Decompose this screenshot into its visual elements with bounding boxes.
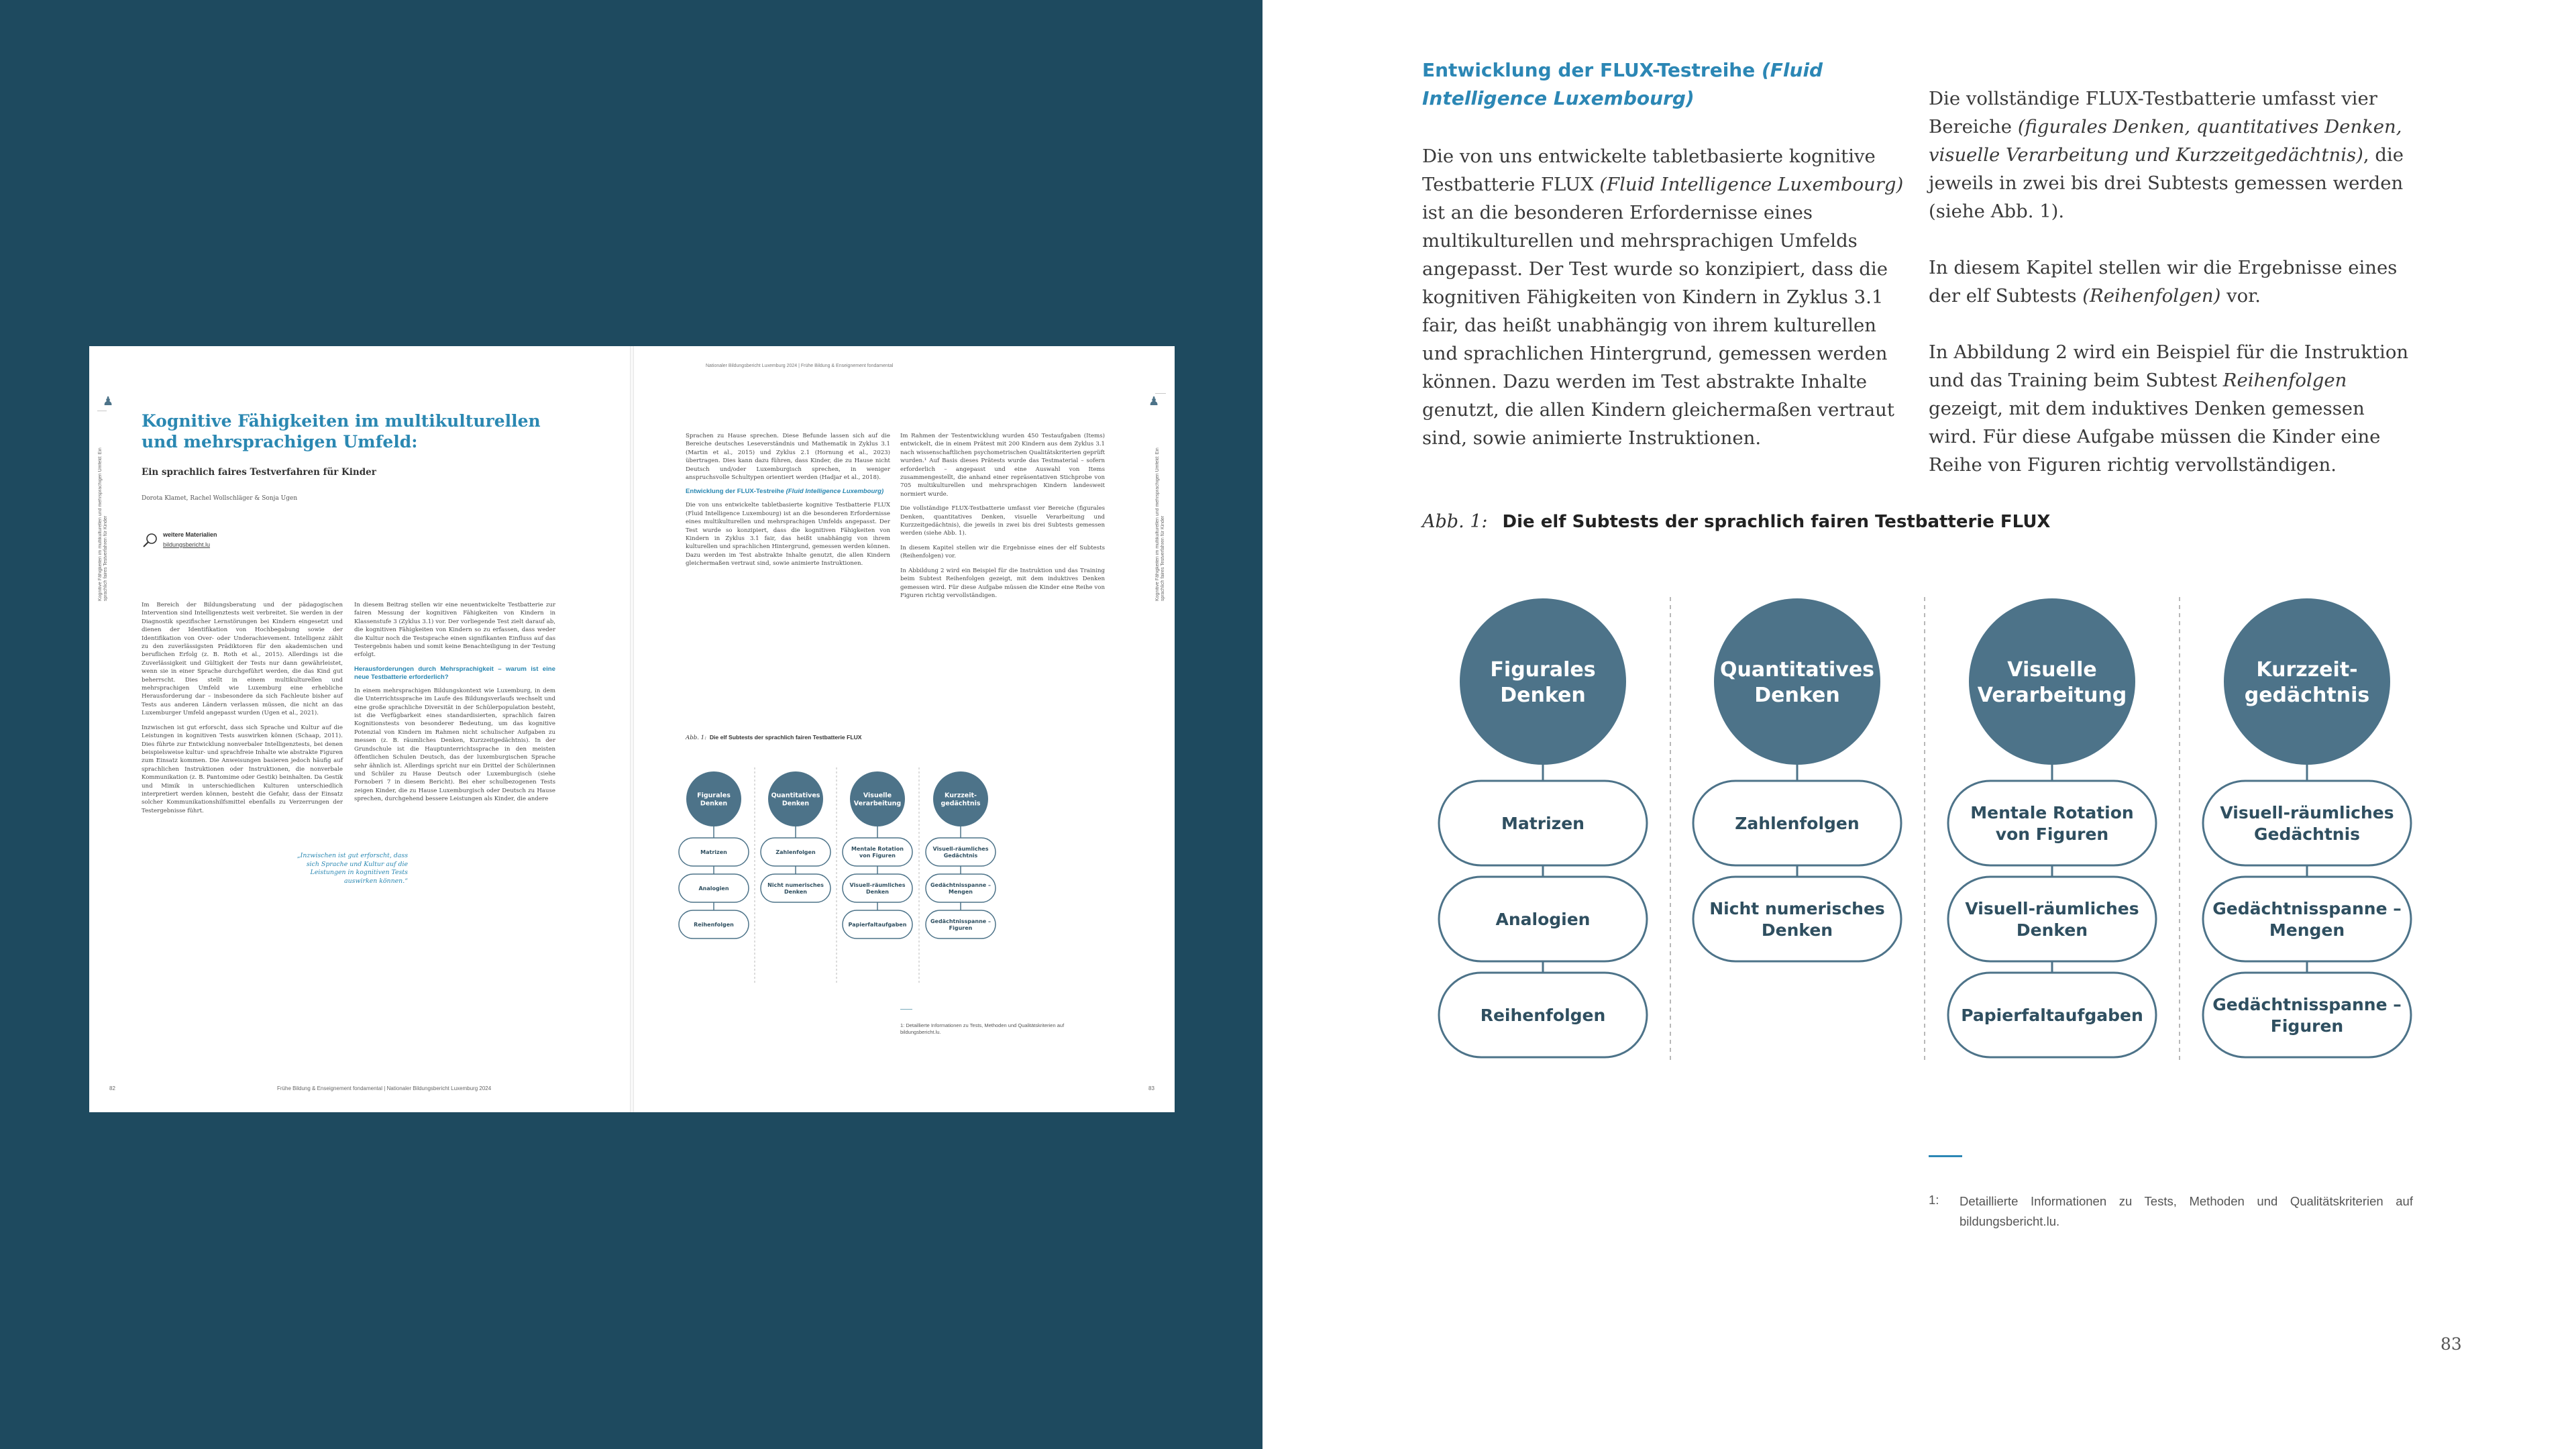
thumb-paragraph: Die vollständige FLUX-Testbatterie umfasst vier Bereiche (figurales Denken, quantitatives Denken, visuelle Verarbeitung und Kurzzeitgedächtnis), die jeweils in zwei bis drei Subtests gemessen werden (siehe Abb. 1). — [900, 505, 1105, 537]
domain-label-kurzzeit-gedächtnis: Kurzzeit-gedächtnis — [941, 792, 981, 808]
thumb-paragraph: Im Rahmen der Testentwicklung wurden 450 Testaufgaben (Items) entwickelt, die in einem Prätest mit 200 Kindern aus dem Zyklus 3.1 nach wissenschaftlichen psychometrischen Qualitätskriterien geprüft wurden.¹ Auf Basis dieses Prätests wurde das Testmaterial – sofern erforderlich – angepasst und eine Auswahl von Items zusammengestellt, die anhand einer repräsentativen Stichprobe von 705 multikulturellen und mehrsprachigen Kindern landesweit normiert wurde. — [900, 433, 1105, 498]
subtest-label-nicht-numerisches-denken: Nicht numerisches Denken — [767, 881, 824, 895]
subtest-label-papierfaltaufgaben: Papierfaltaufgaben — [1961, 1006, 2143, 1025]
thumb-title: Kognitive Fähigkeiten im multikulturellen und mehrsprachigen Umfeld: — [142, 411, 541, 451]
paragraph: Die von uns entwickelte tabletbasierte kognitive Testbatterie FLUX (Fluid Intelligence Luxembourg) ist an die besonderen Erfordernisse eines multikulturellen und mehrsprachigen Umfelds angepasst. Der Test wurde so konzipiert, dass die kognitiven Fähigkeiten von Kindern in Zyklus 3.1 fair, das heißt unabhängig von ihrem kulturellen und sprachlichen Hintergrund, gemessen werden können. Dazu werden im Test abstrakte Inhalte genutzt, die allen Kindern gleichermaßen vertraut sind, sowie animierte Instruktionen. — [1422, 146, 1904, 449]
thumb-footer: Frühe Bildung & Enseignement fondamental | Nationaler Bildungsbericht Luxemburg 2024 — [277, 1085, 492, 1091]
paragraph: In diesem Kapitel stellen wir die Ergebnisse eines der elf Subtests (Reihenfolgen) vor. — [1929, 257, 2398, 307]
domain-label-quantitatives-denken: Quantitatives Denken — [771, 792, 820, 808]
subtest-label-visuell-räumliches-denken: Visuell-räumliches Denken — [849, 881, 906, 895]
right-page — [1263, 0, 2576, 1449]
text-column-2 — [1929, 85, 2413, 507]
thumb-page-number: 83 — [1148, 1085, 1155, 1091]
left-panel — [0, 0, 1263, 1449]
domain-label-visuelle-verarbeitung: Visuelle Verarbeitung — [853, 792, 902, 808]
thumb-right-page — [632, 346, 1175, 1112]
subtest-label-mentale-rotation-von-figuren: Mentale Rotation von Figuren — [851, 845, 904, 859]
thumb-header: Nationaler Bildungsbericht Luxemburg 2024 | Frühe Bildung & Enseignement fondamental — [706, 364, 894, 368]
thumb-figure-caption: Abb. 1: Die elf Subtests der sprachlich fairen Testbatterie FLUX — [686, 734, 862, 741]
thumb-pull-quote: „Inzwischen ist gut erforscht, dass sich Sprache und Kultur auf die Leistungen in kognitiven Tests auswirken können.“ — [297, 852, 408, 885]
subtest-label-papierfaltaufgaben: Papierfaltaufgaben — [848, 921, 907, 928]
runner-icon: ♟ — [1148, 394, 1160, 409]
thumb-paragraph: In Abbildung 2 wird ein Beispiel für die Instruktion und das Training beim Subtest Reihenfolgen gezeigt, mit dem induktives Denken gemessen wird. Für diese Aufgabe müssen die Kinder eine Reihe von Figuren richtig vervollständigen. — [900, 567, 1105, 599]
flux-subtests-diagram — [1263, 590, 2576, 1073]
subtest-label-gedächtnisspanne-figuren: Gedächtnisspanne – Figuren — [2212, 995, 2402, 1036]
thumb-paragraph: In diesem Kapitel stellen wir die Ergebnisse eines der elf Subtests (Reihenfolgen) vor. — [900, 544, 1105, 560]
subtest-box-gedächtnisspanne-mengen — [2203, 877, 2411, 961]
subtest-box-visuell-räumliches-denken — [1948, 877, 2156, 961]
figure-caption — [1422, 511, 2050, 532]
thumb-col-3 — [686, 432, 890, 574]
thumb-side-text: Kognitive Fähigkeiten im multikulturellen und mehrsprachigen Umfeld: Ein sprachlich faires Testverfahren für Kinder — [98, 447, 108, 601]
figure-label: Abb. 1: — [1422, 511, 1488, 532]
domain-label-figurales-denken: Figurales Denken — [697, 792, 731, 808]
thumb-subtitle: Ein sprachlich faires Testverfahren für Kinder — [142, 467, 376, 478]
magnifier-icon — [142, 531, 159, 549]
thumb-paragraph: In einem mehrsprachigen Bildungskontext wie Luxemburg, in dem die Unterrichtssprache im Laufe des Bildungsverlaufs wechselt und eine große sprachliche Diversität in der Schülerpopulation besteht, ist die Verfügbarkeit eines standardisierten, sprachlich fairen Kognitionstests von besonderer Bedeutung, um das kognitive Potenzial von Kindern im Rahmen nicht schulischer Aufgaben zu messen (z. B. räumliches Denken, Kurzzeitgedächtnis). In der Grundschule ist die Hauptunterrichtssprache in den meisten öffentlichen Schulen Deutsch, das der luxemburgischen Sprache sehr ähnlich ist. Allerdings spricht nur ein Drittel der Schülerinnen und Schüler zu Hause Deutsch oder Luxemburgisch (siehe Fornoberi 7 in diesem Bericht). Bei eher schulbezogenen Tests zeigen Kinder, die zu Hause Luxemburgisch oder Deutsch zu Hause sprechen, durchgehend bessere Leistungen als Kinder, die andere — [354, 687, 555, 803]
subtest-label-zahlenfolgen: Zahlenfolgen — [1735, 814, 1860, 833]
thumb-paragraph: Die von uns entwickelte tabletbasierte kognitive Testbatterie FLUX (Fluid Intelligence Luxembourg) ist an die besonderen Erfordernisse eines multikulturellen und mehrsprachigen Umfelds angepasst. Der Test wurde so konzipiert, dass die kognitiven Fähigkeiten von Kindern in Zyklus 3.1 fair, das heißt unabhängig von ihrem kulturellen und sprachlichen Hintergrund, gemessen werden können. Dazu werden im Test abstrakte Inhalte genutzt, die allen Kindern gleichermaßen vertraut sind, sowie animierte Instruktionen. — [686, 502, 890, 568]
subtest-label-visuell-räumliches-gedächtnis: Visuell-räumliches Gedächtnis — [932, 845, 989, 859]
domain-node-figurales-denken — [1460, 598, 1626, 765]
thumb-side-text: Kognitive Fähigkeiten im multikulturellen und mehrsprachigen Umfeld: Ein sprachlich faires Testverfahren für Kinder — [1155, 447, 1165, 601]
subtest-label-mentale-rotation-von-figuren: Mentale Rotation von Figuren — [1970, 803, 2134, 844]
subtest-label-analogien: Analogien — [698, 885, 729, 892]
figure-title: Die elf Subtests der sprachlich fairen Testbatterie FLUX — [1502, 512, 2051, 532]
paragraph: Die vollständige FLUX-Testbatterie umfasst vier Bereiche (figurales Denken, quantitatives Denken, visuelle Verarbeitung und Kurzzeitgedächtnis), die jeweils in zwei bis drei Subtests gemessen werden (siehe Abb. 1). — [1929, 88, 2404, 222]
text-column-1 — [1422, 142, 1907, 480]
subtest-box-nicht-numerisches-denken — [1693, 877, 1901, 961]
subtest-label-visuell-räumliches-gedächtnis: Visuell-räumliches Gedächtnis — [2220, 803, 2394, 844]
thumb-col-1 — [142, 601, 343, 821]
thumb-subheading: Entwicklung der FLUX-Testreihe (Fluid Intelligence Luxembourg) — [686, 488, 884, 496]
footnote-rule — [1929, 1155, 1962, 1157]
thumb-tick — [1155, 393, 1166, 394]
subtest-label-nicht-numerisches-denken: Nicht numerisches Denken — [1709, 899, 1885, 940]
thumb-subheading: Herausforderungen durch Mehrsprachigkeit – warum ist eine neue Testbatterie erforderlich? — [354, 665, 555, 681]
page-number: 83 — [2440, 1334, 2462, 1354]
subtest-box-gedächtnisspanne-figuren — [2203, 973, 2411, 1057]
subtest-label-gedächtnisspanne-mengen: Gedächtnisspanne – Mengen — [930, 881, 991, 895]
runner-icon: ♟ — [103, 394, 114, 409]
subtest-label-analogien: Analogien — [1495, 910, 1591, 929]
section-title-italic: (Fluid Intelligence Luxembourg) — [1422, 59, 1823, 109]
thumb-figure-diagram — [632, 762, 1175, 990]
thumb-col-2 — [354, 601, 555, 810]
footnote-number: 1: — [1929, 1193, 1939, 1207]
domain-label-quantitatives-denken: Quantitatives Denken — [1719, 657, 1875, 707]
domain-label-visuelle-verarbeitung: Visuelle Verarbeitung — [1977, 657, 2127, 707]
thumb-authors: Dorota Klamet, Rachel Wollschläger & Sonja Ugen — [142, 495, 298, 502]
thumb-paragraph: In diesem Beitrag stellen wir eine neuentwickelte Testbatterie zur fairen Messung der kognitiven Fähigkeiten von Kindern in Klassenstufe 3 (Zyklus 3.1) vor. Der vorliegende Test zielt darauf ab, die kognitiven Fähigkeiten von Kindern so zu erfassen, dass weder die Kultur noch die Testsprache einen signifikanten Einfluss auf das Testergebnis haben und somit keine Benachteiligung in der Testung erfolgt. — [354, 602, 555, 659]
section-title-text: Entwicklung der FLUX-Testreihe — [1422, 59, 1762, 81]
paragraph: In Abbildung 2 wird ein Beispiel für die Instruktion und das Training beim Subtest Reihenfolgen gezeigt, mit dem induktives Denken gemessen wird. Für diese Aufgabe müssen die Kinder eine Reihe von Figuren richtig vervollständigen. — [1929, 341, 2409, 476]
subtest-box-mentale-rotation-von-figuren — [1948, 781, 2156, 865]
thumb-paragraph: Im Bereich der Bildungsberatung und der pädagogischen Intervention sind Intelligenztests weit verbreitet. Sie werden in der Diagnostik spezifischer Lernstörungen bei Kindern eingesetzt und dienen der Identifikation von Hochbegabung sowie der Identifikation von Over- oder Underachievement. Intelligenz zählt zu den zuverlässigsten Prädiktoren für den akademischen und beruflichen Erfolg (z. B. Roth et al., 2015). Allerdings ist die Zuverlässigkeit und Gültigkeit der Tests nur dann gewährleistet, wenn sie in einer Sprache durchgeführt werden, die das Kind gut beherrscht. Dies stellt in einem multikulturellen und mehrsprachigen Umfeld wie Luxemburg eine erhebliche Herausforderung dar – insbesondere da sich Fachleute bisher auf Tests aus anderen Ländern verlassen müssen, die nicht an das Luxemburger Umfeld angepasst wurden (Ugen et al., 2021). — [142, 602, 343, 717]
subtest-box-visuell-räumliches-gedächtnis — [2203, 781, 2411, 865]
subtest-label-matrizen: Matrizen — [1501, 814, 1585, 833]
thumb-paragraph: Inzwischen ist gut erforscht, dass sich Sprache und Kultur auf die Leistungen in kognitiven Tests auswirken können (Schaap, 2011). Dies führte zur Entwicklung nonverbaler Intelligenztests, bei denen beispielsweise kultur- und sprachfreie Inhalte wie abstrakte Figuren zum Einsatz kommen. Die Anweisungen basieren jedoch häufig auf sprachlichen Instruktionen oder Instruktionen, die nonverbale Kommunikation (z. B. Pantomime oder Gestik) beinhalten. Da Gestik und Mimik in unterschiedlichen Kulturen unterschiedlich interpretiert werden können, besteht die Gefahr, dass der Einsatz solcher Kommunikationshilfsmittel ebenfalls zu Verzerrungen der Testergebnisse führt. — [142, 724, 343, 814]
domain-label-kurzzeit-gedächtnis: Kurzzeit-gedächtnis — [2244, 657, 2370, 707]
thumb-more-label: weitere Materialien — [163, 531, 217, 538]
subtest-label-reihenfolgen: Reihenfolgen — [694, 921, 734, 928]
thumb-more-link[interactable]: bildungsbericht.lu — [163, 541, 211, 548]
thumb-page-number: 82 — [109, 1085, 115, 1091]
thumb-col-4 — [900, 432, 1105, 606]
domain-node-kurzzeit-gedächtnis — [2224, 598, 2390, 765]
subtest-label-zahlenfolgen: Zahlenfolgen — [775, 849, 816, 855]
section-title — [1422, 56, 1892, 113]
domain-node-visuelle-verarbeitung — [1969, 598, 2135, 765]
domain-node-quantitatives-denken — [1714, 598, 1880, 765]
subtest-label-gedächtnisspanne-mengen: Gedächtnisspanne – Mengen — [2212, 899, 2402, 940]
domain-label-figurales-denken: Figurales Denken — [1490, 657, 1596, 707]
subtest-label-visuell-räumliches-denken: Visuell-räumliches Denken — [1965, 899, 2139, 940]
subtest-label-matrizen: Matrizen — [700, 849, 727, 855]
subtest-label-gedächtnisspanne-figuren: Gedächtnisspanne – Figuren — [930, 918, 991, 931]
footnote-text: Detaillierte Informationen zu Tests, Methoden und Qualitätskriterien auf bildungsbericht.lu. — [1960, 1194, 2413, 1228]
thumb-paragraph: Sprachen zu Hause sprechen. Diese Befunde lassen sich auf die Bereiche deutsches Leseverständnis und Mathematik in Zyklus 3.1 (Martin et al., 2015) und Zyklus 2.1 (Hornung et al., 2023) übertragen. Dies kann dazu führen, dass Kinder, die zu Hause nicht Deutsch und/oder Luxemburgisch sprechen, in weniger anspruchsvolle Schultypen orientiert werden (Hadjar et al., 2018). — [686, 433, 890, 482]
thumb-left-page — [89, 346, 632, 1112]
spread-thumbnail[interactable] — [89, 346, 1175, 1112]
thumb-footnote-rule — [900, 1009, 912, 1010]
subtest-label-reihenfolgen: Reihenfolgen — [1480, 1006, 1606, 1025]
thumb-footnote: 1: Detaillierte Informationen zu Tests, Methoden und Qualitätskriterien auf bildungsbericht.lu. — [900, 1022, 1065, 1035]
